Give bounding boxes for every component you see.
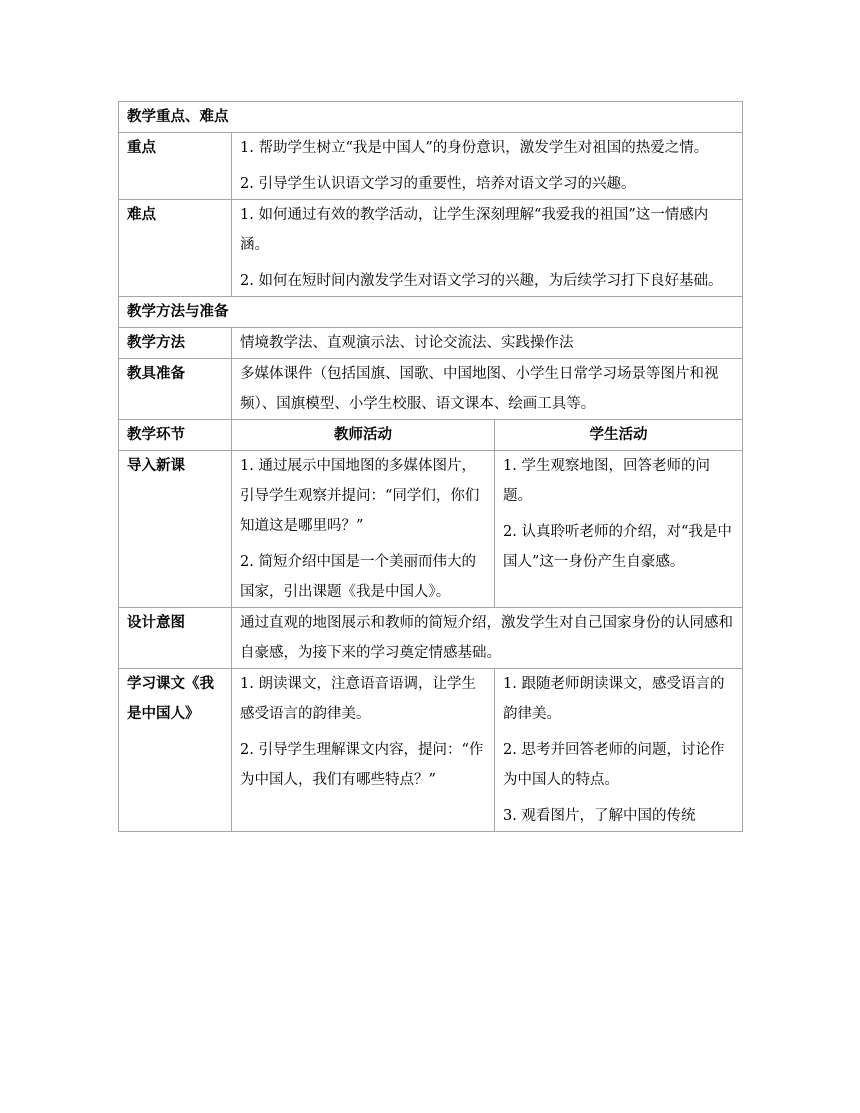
section-row-key-points — [119, 102, 743, 133]
header-teacher: 教师活动 — [232, 420, 495, 451]
row-label-tools: 教具准备 — [119, 359, 232, 420]
intro-teacher-item-2: 2. 简短介绍中国是一个美丽而伟大的国家，引出课题《我是中国人》。 — [240, 554, 476, 600]
difficult-item-2: 2. 如何在短时间内激发学生对语文学习的兴趣，为后续学习打下良好基础。 — [240, 273, 723, 289]
section-row-methods — [119, 297, 743, 328]
row-design — [119, 608, 743, 669]
activity-header-row — [119, 420, 743, 451]
row-key — [119, 133, 743, 200]
row-label-lesson: 学习课文《我是中国人》 — [119, 669, 232, 832]
lesson-student-cell — [495, 669, 743, 832]
lesson-teacher-cell — [232, 669, 495, 832]
key-item-1: 1. 帮助学生树立“我是中国人”的身份意识，激发学生对祖国的热爱之情。 — [240, 140, 709, 156]
key-item-2: 2. 引导学生认识语文学习的重要性，培养对语文学习的兴趣。 — [240, 176, 636, 192]
header-stage: 教学环节 — [119, 420, 232, 451]
lesson-teacher-item-1: 1. 朗读课文，注意语音语调，让学生感受语言的韵律美。 — [240, 676, 476, 722]
intro-teacher-item-1: 1. 通过展示中国地图的多媒体图片，引导学生观察并提问：“同学们，你们知道这是哪里吗？” — [240, 458, 480, 534]
row-intro — [119, 451, 743, 608]
lesson-student-item-2: 2. 思考并回答老师的问题，讨论作为中国人的特点。 — [503, 742, 725, 788]
difficult-item-1: 1. 如何通过有效的教学活动，让学生深刻理解“我爱我的祖国”这一情感内涵。 — [240, 207, 709, 253]
intro-student-cell — [495, 451, 743, 608]
intro-student-item-2: 2. 认真聆听老师的介绍，对“我是中国人”这一身份产生自豪感。 — [503, 524, 732, 570]
intro-student-item-1: 1. 学生观察地图，回答老师的问题。 — [503, 458, 710, 504]
section-title-methods: 教学方法与准备 — [119, 297, 743, 328]
lesson-student-item-3: 3. 观看图片，了解中国的传统 — [503, 808, 696, 824]
row-difficult — [119, 200, 743, 297]
lesson-teacher-item-2: 2. 引导学生理解课文内容，提问：“作为中国人，我们有哪些特点？” — [240, 742, 484, 788]
row-content-method: 情境教学法、直观演示法、讨论交流法、实践操作法 — [232, 328, 743, 359]
intro-teacher-cell — [232, 451, 495, 608]
row-label-key: 重点 — [119, 133, 232, 200]
row-tools — [119, 359, 743, 420]
row-content-tools: 多媒体课件（包括国旗、国歌、中国地图、小学生日常学习场景等图片和视频）、国旗模型、小学生校服、语文课本、绘画工具等。 — [232, 359, 743, 420]
lesson-plan-table — [118, 101, 743, 832]
row-label-intro: 导入新课 — [119, 451, 232, 608]
row-content-key — [232, 133, 743, 200]
header-student: 学生活动 — [495, 420, 743, 451]
row-content-design: 通过直观的地图展示和教师的简短介绍，激发学生对自己国家身份的认同感和自豪感，为接下来的学习奠定情感基础。 — [232, 608, 743, 669]
row-content-difficult — [232, 200, 743, 297]
row-lesson — [119, 669, 743, 832]
lesson-student-item-1: 1. 跟随老师朗读课文，感受语言的韵律美。 — [503, 676, 725, 722]
row-label-difficult: 难点 — [119, 200, 232, 297]
row-label-design: 设计意图 — [119, 608, 232, 669]
section-title-key-points: 教学重点、难点 — [119, 102, 743, 133]
row-method — [119, 328, 743, 359]
row-label-method: 教学方法 — [119, 328, 232, 359]
